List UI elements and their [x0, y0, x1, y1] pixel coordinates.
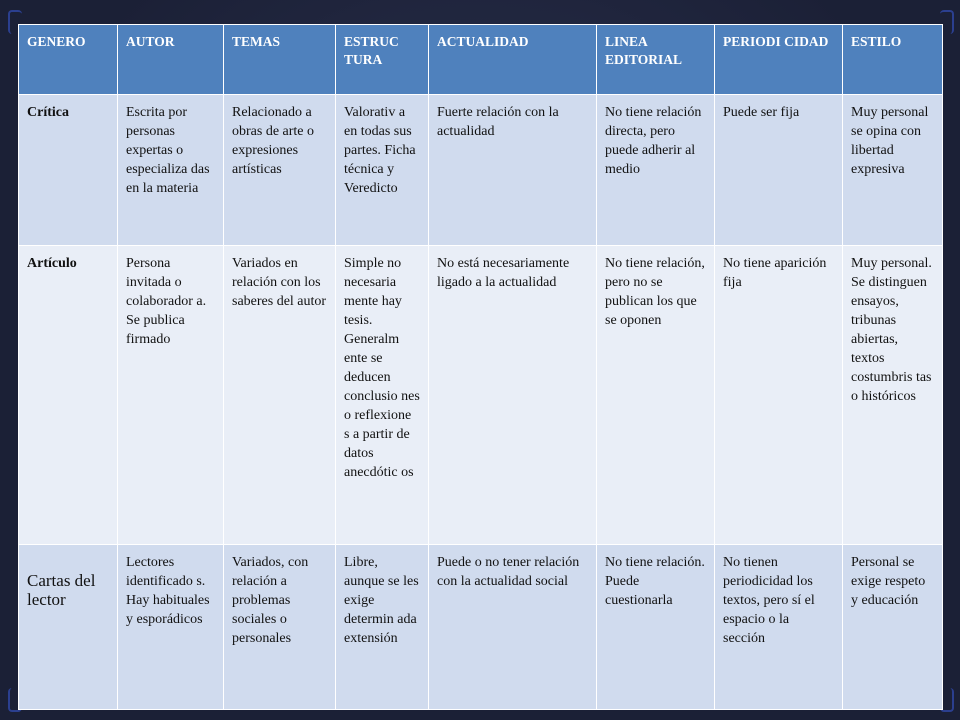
table-cell: Simple no necesaria mente hay tesis. Generalm ente se deducen conclusio nes o reflexione s a partir de datos anecdótic os [336, 246, 429, 545]
table-cell: Lectores identificado s. Hay habituales y esporádicos [118, 545, 224, 710]
header-estilo: ESTILO [843, 25, 943, 95]
table-row [19, 95, 943, 246]
table-cell: Muy personal se opina con libertad expresiva [843, 95, 943, 246]
genres-comparison-table [18, 24, 943, 710]
table-cell: Muy personal. Se distinguen ensayos, tribunas abiertas, textos costumbris tas o históricos [843, 246, 943, 545]
table-cell: No tiene relación. Puede cuestionarla [597, 545, 715, 710]
table-cell: Variados, con relación a problemas sociales o personales [224, 545, 336, 710]
table-cell: Libre, aunque se les exige determin ada extensión [336, 545, 429, 710]
table-cell: Relacionado a obras de arte o expresiones artísticas [224, 95, 336, 246]
table-row [19, 545, 943, 710]
table-cell: Fuerte relación con la actualidad [429, 95, 597, 246]
header-periodicidad: PERIODI CIDAD [715, 25, 843, 95]
header-actualidad: ACTUALIDAD [429, 25, 597, 95]
table-cell: Escrita por personas expertas o especializa das en la materia [118, 95, 224, 246]
genre-cell: Cartas del lector [19, 545, 118, 710]
genre-cell: Artículo [19, 246, 118, 545]
table-cell: No tiene relación directa, pero puede adherir al medio [597, 95, 715, 246]
genre-cell: Crítica [19, 95, 118, 246]
table-cell: Valorativ a en todas sus partes. Ficha técnica y Veredicto [336, 95, 429, 246]
header-genero: GENERO [19, 25, 118, 95]
table-cell: Persona invitada o colaborador a. Se publica firmado [118, 246, 224, 545]
header-linea-editorial: LINEA EDITORIAL [597, 25, 715, 95]
table-cell: No está necesariamente ligado a la actualidad [429, 246, 597, 545]
header-temas: TEMAS [224, 25, 336, 95]
table-cell: Personal se exige respeto y educación [843, 545, 943, 710]
table-cell: Puede o no tener relación con la actualidad social [429, 545, 597, 710]
table-row [19, 246, 943, 545]
table-cell: Puede ser fija [715, 95, 843, 246]
header-estructura: ESTRUC TURA [336, 25, 429, 95]
table-cell: No tiene aparición fija [715, 246, 843, 545]
table-cell: No tiene relación, pero no se publican los que se oponen [597, 246, 715, 545]
header-row [19, 25, 943, 95]
table-cell: No tienen periodicidad los textos, pero sí el espacio o la sección [715, 545, 843, 710]
header-autor: AUTOR [118, 25, 224, 95]
table-cell: Variados en relación con los saberes del autor [224, 246, 336, 545]
